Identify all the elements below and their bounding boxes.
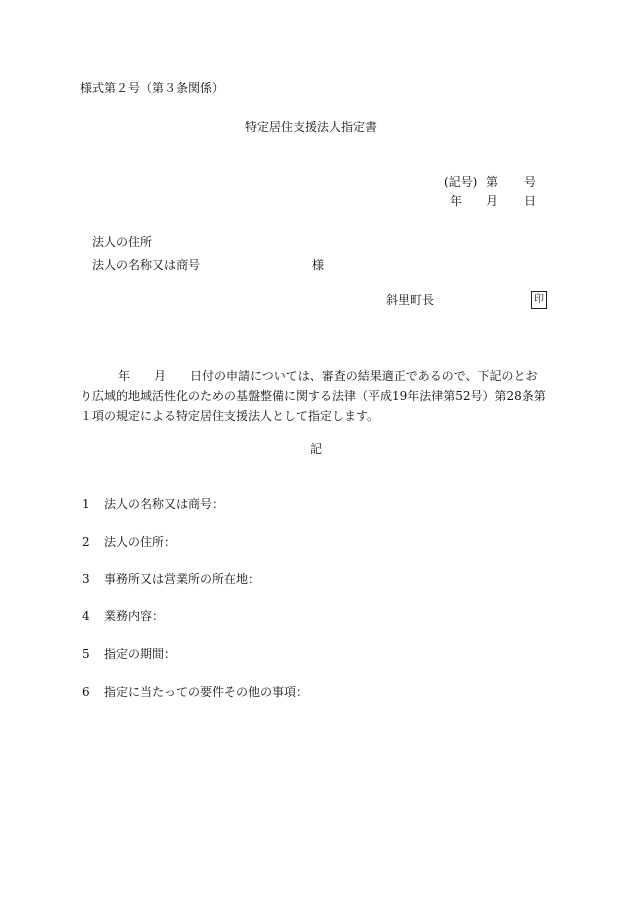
item-label: 業務内容： <box>104 609 165 623</box>
body-line-2: り広域的地域活性化のための基盤整備に関する法律（平成19年法律第52号）第28条第 <box>80 389 546 403</box>
item-label: 指定の期間： <box>104 647 177 661</box>
body-line-3: １項の規定による特定居住支援法人として指定します。 <box>80 409 380 423</box>
reference-code-label: (記号) <box>444 175 478 189</box>
body-paragraph <box>80 366 548 426</box>
addressee-name-label: 法人の名称又は商号 <box>92 258 201 272</box>
item-number: 2 <box>82 535 90 549</box>
item-label: 法人の名称又は商号： <box>104 497 225 511</box>
body-line-1: 年 月 日付の申請については、審査の結果適正であるので、下記のとお <box>118 369 538 383</box>
item-number: 3 <box>82 572 90 586</box>
record-mark: 記 <box>310 442 323 456</box>
document-title: 特定居住支援法人指定書 <box>245 120 378 134</box>
item-number: 5 <box>82 647 90 661</box>
date-month: 月 <box>486 194 499 208</box>
honorific-sama: 様 <box>312 258 325 272</box>
seal-stamp: 印 <box>531 291 547 309</box>
item-number: 4 <box>82 609 90 623</box>
item-number: 1 <box>82 497 90 511</box>
item-label: 事務所又は営業所の所在地： <box>104 572 261 586</box>
item-number: 6 <box>82 685 90 699</box>
item-label: 法人の住所： <box>104 535 177 549</box>
reference-dai: 第 <box>486 175 499 189</box>
addressee-address-label: 法人の住所 <box>92 235 153 249</box>
form-number: 様式第２号（第３条関係） <box>80 81 225 95</box>
issuer-title: 斜里町長 <box>386 293 435 307</box>
date-year: 年 <box>450 194 463 208</box>
item-label: 指定に当たっての要件その他の事項： <box>104 685 309 699</box>
reference-gou: 号 <box>524 175 537 189</box>
date-day: 日 <box>524 194 537 208</box>
